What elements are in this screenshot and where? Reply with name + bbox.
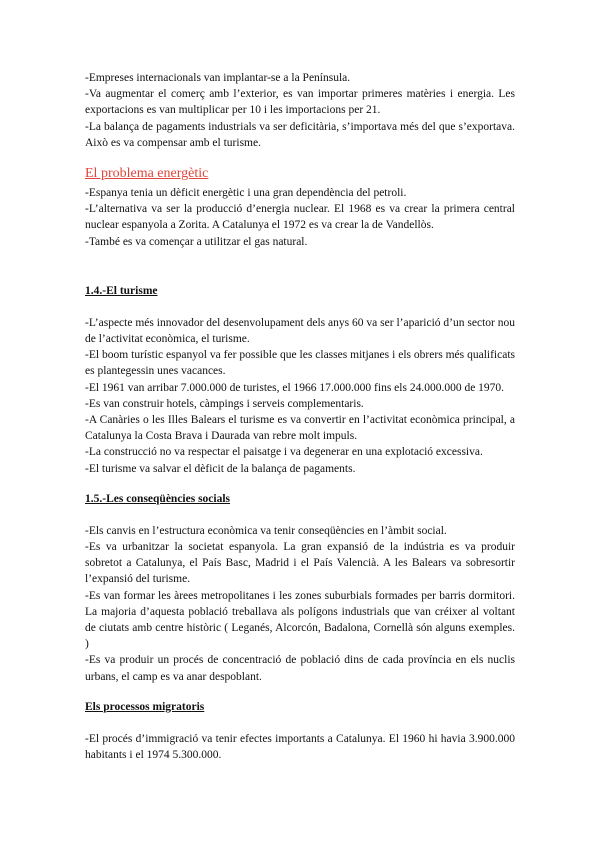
tourism-section [85, 283, 515, 477]
spacer [85, 299, 515, 315]
paragraph: -Es van construir hotels, càmpings i serveis complementaris. [85, 397, 364, 410]
social-heading: 1.5.-Les conseqüències socials [85, 492, 231, 505]
paragraph: -Empreses internacionals van implantar-se a la Península. [85, 72, 351, 84]
paragraph: -Espanya tenia un dèficit energètic i una gran dependència del petroli. [85, 187, 407, 200]
spacer [85, 477, 515, 491]
spacer [85, 715, 515, 731]
paragraph: -L’alternativa va ser la producció d’energia nuclear. El 1968 es va crear la primera central nuclear espanyola a Zorita. A Catalunya el 1972 es va crear la de Vandellòs. [85, 203, 515, 232]
energy-section [85, 165, 515, 250]
paragraph: -El 1961 van arribar 7.000.000 de turistes, el 1966 17.000.000 fins els 24.000.000 de 1970. [85, 381, 505, 394]
paragraph: -Es va produir un procés de concentració de població dins de cada província en els nuclis urbans, el camp es va anar despoblant. [85, 654, 515, 683]
paragraph: -El procés d’immigració va tenir efectes importants a Catalunya. El 1960 hi havia 3.900.000 habitants i el 1974 5.300.000. [85, 732, 515, 762]
social-section [85, 491, 515, 685]
paragraph: -També es va començar a utilitzar el gas natural. [85, 235, 308, 248]
migration-heading: Els processos migratoris [85, 700, 205, 713]
paragraph: -El boom turístic espanyol va fer possible que les classes mitjanes i els obrers més qualificats es plantegessin unes vacances. [85, 349, 515, 378]
paragraph: -A Canàries o les Illes Balears el turisme es va convertir en l’activitat econòmica principal, a Catalunya la Costa Brava i Daurada van rebre molt impuls. [85, 414, 515, 443]
paragraph: -Es va urbanitzar la societat espanyola. La gran expansió de la indústria es va produir sobretot a Catalunya, el País Basc, Madrid i el País Valencià. A les Balears va sobresortir l’expansió del turisme. [85, 541, 515, 586]
paragraph: -La construcció no va respectar el paisatge i va degenerar en una explotació excessiva. [85, 446, 483, 459]
document-page [85, 70, 515, 763]
intro-section [85, 70, 515, 151]
paragraph: -Es van formar les àrees metropolitanes i les zones suburbials formades per barris dormitori. La majoria d’aquesta població treballava als polígons industrials que van créixer al voltant de ciutats amb centre històric ( Leganés, Alcorcón, Badalona, Cornellà són alguns exemples. ) [85, 589, 515, 651]
spacer [85, 685, 515, 699]
spacer [85, 250, 515, 283]
paragraph: -Els canvis en l’estructura econòmica va tenir conseqüències en l’àmbit social. [85, 524, 447, 537]
energy-heading: El problema energètic [85, 166, 209, 182]
paragraph: -Va augmentar el comerç amb l’exterior, es van importar primeres matèries i energia. Les exportacions es van multiplicar per 10 i les importacions per 21. [85, 88, 515, 117]
paragraph: -El turisme va salvar el dèficit de la balança de pagaments. [85, 462, 356, 475]
paragraph: -La balança de pagaments industrials va ser deficitària, s’importava més del que s’exportava. Això es va compensar amb el turisme. [85, 120, 515, 149]
migration-section [85, 699, 515, 763]
paragraph: -L’aspecte més innovador del desenvolupament dels anys 60 va ser l’aparició d’un sector nou de l’activitat econòmica, el turisme. [85, 316, 515, 346]
spacer [85, 507, 515, 523]
tourism-heading: 1.4.-El turisme [85, 284, 158, 297]
